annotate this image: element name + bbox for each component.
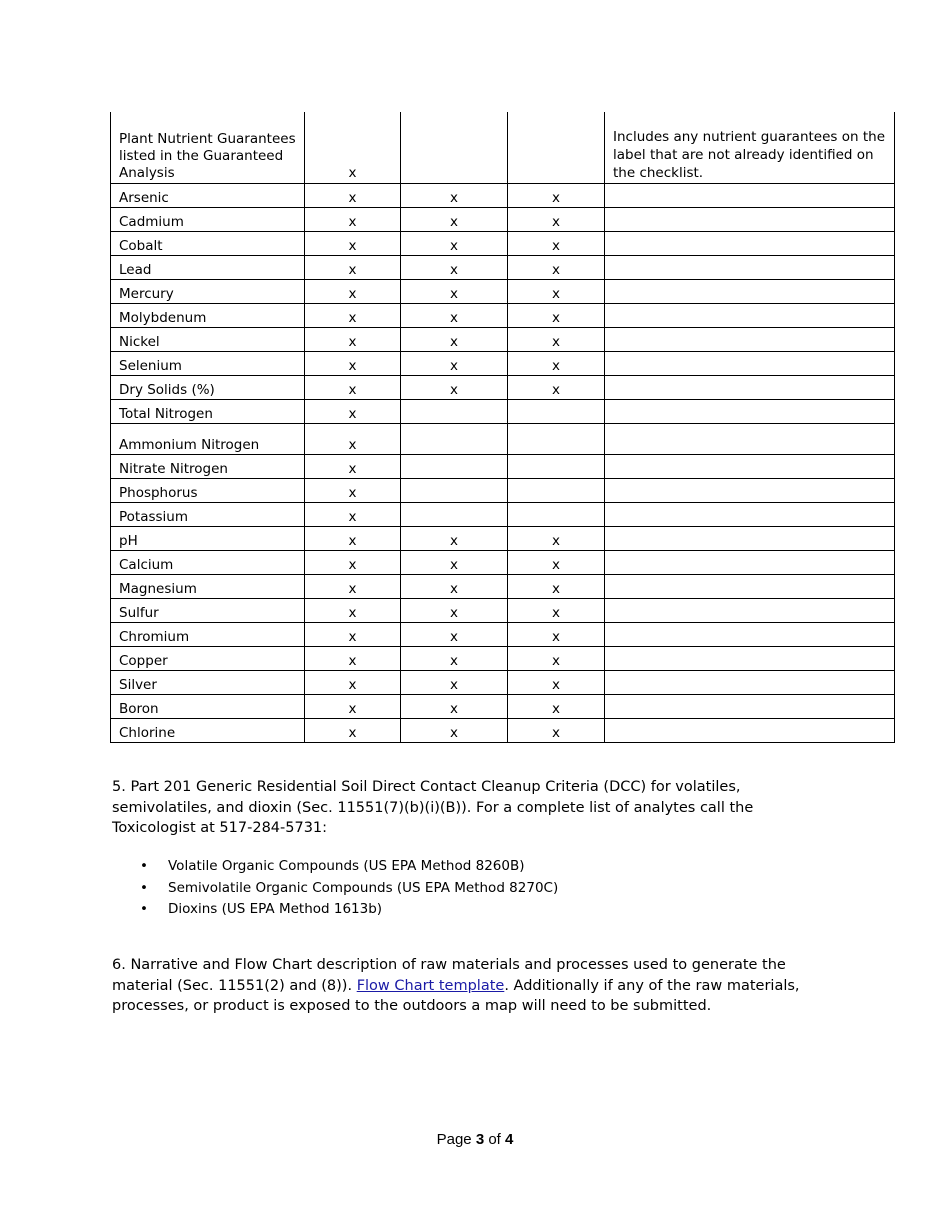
cell-col1: x — [305, 503, 401, 527]
section-5-paragraph: 5. Part 201 Generic Residential Soil Direct Contact Cleanup Criteria (DCC) for volatiles, semivolatiles, and dioxin (Sec. 11551(7)(b)(i)(B)). For a complete list of analytes call the Toxicologist at 517-284-5731: — [112, 779, 754, 836]
cell-col2: x — [401, 599, 508, 623]
cell-col3: x — [508, 623, 605, 647]
row-label: Potassium — [111, 503, 305, 527]
cell-col3 — [508, 424, 605, 455]
cell-col1: x — [305, 479, 401, 503]
cell-col3: x — [508, 328, 605, 352]
cell-col2: x — [401, 575, 508, 599]
footer-current-page: 3 — [475, 1131, 485, 1148]
table-row — [111, 352, 895, 376]
cell-col1: x — [305, 280, 401, 304]
row-note — [605, 527, 895, 551]
row-note: Includes any nutrient guarantees on the label that are not already identified on the checklist. — [605, 112, 895, 184]
table-row — [111, 527, 895, 551]
cell-col1: x — [305, 376, 401, 400]
cell-col2: x — [401, 719, 508, 743]
cell-col3: x — [508, 208, 605, 232]
cell-col1: x — [305, 304, 401, 328]
row-note — [605, 376, 895, 400]
list-item — [112, 899, 558, 921]
footer-total-pages: 4 — [505, 1131, 514, 1148]
row-label: Total Nitrogen — [111, 400, 305, 424]
table-row — [111, 376, 895, 400]
cell-col2: x — [401, 623, 508, 647]
row-label: Boron — [111, 695, 305, 719]
row-note — [605, 208, 895, 232]
bullet-icon: • — [140, 901, 148, 917]
analyte-table — [110, 112, 895, 743]
cell-col3: x — [508, 184, 605, 208]
cell-col1: x — [305, 527, 401, 551]
row-note — [605, 575, 895, 599]
cell-col3: x — [508, 551, 605, 575]
cell-col1: x — [305, 112, 401, 184]
table-row — [111, 328, 895, 352]
row-label: Sulfur — [111, 599, 305, 623]
list-item-text: Volatile Organic Compounds (US EPA Method 8260B) — [168, 858, 525, 874]
cell-col3: x — [508, 232, 605, 256]
cell-col1: x — [305, 719, 401, 743]
row-note — [605, 280, 895, 304]
row-note — [605, 719, 895, 743]
row-label: Plant Nutrient Guarantees listed in the Guaranteed Analysis — [111, 112, 305, 184]
table-row — [111, 503, 895, 527]
cell-col1: x — [305, 232, 401, 256]
row-note — [605, 328, 895, 352]
list-item-text: Semivolatile Organic Compounds (US EPA Method 8270C) — [168, 879, 559, 896]
cell-col2: x — [401, 304, 508, 328]
table-row — [111, 575, 895, 599]
cell-col2 — [401, 112, 508, 184]
row-label: pH — [111, 527, 305, 551]
row-note — [605, 304, 895, 328]
analyte-table-wrapper — [110, 112, 895, 743]
flow-chart-template-link[interactable]: Flow Chart template — [356, 977, 505, 994]
cell-col3: x — [508, 647, 605, 671]
cell-col3: x — [508, 256, 605, 280]
cell-col2: x — [401, 551, 508, 575]
cell-col3 — [508, 503, 605, 527]
row-note — [605, 695, 895, 719]
cell-col2 — [401, 400, 508, 424]
cell-col2: x — [401, 376, 508, 400]
row-label: Lead — [111, 256, 305, 280]
cell-col1: x — [305, 575, 401, 599]
row-label: Chlorine — [111, 719, 305, 743]
row-note — [605, 352, 895, 376]
row-label: Ammonium Nitrogen — [111, 424, 305, 455]
cell-col3: x — [508, 719, 605, 743]
row-label: Cobalt — [111, 232, 305, 256]
page-footer — [0, 1131, 950, 1148]
cell-col1: x — [305, 424, 401, 455]
cell-col1: x — [305, 455, 401, 479]
row-label: Magnesium — [111, 575, 305, 599]
cell-col3 — [508, 455, 605, 479]
row-note — [605, 455, 895, 479]
row-label: Nickel — [111, 328, 305, 352]
table-row — [111, 671, 895, 695]
table-row-plant-nutrient — [111, 112, 895, 184]
cell-col3: x — [508, 575, 605, 599]
table-row — [111, 256, 895, 280]
cell-col2 — [401, 503, 508, 527]
cell-col1: x — [305, 400, 401, 424]
row-label: Mercury — [111, 280, 305, 304]
table-row — [111, 304, 895, 328]
row-label: Cadmium — [111, 208, 305, 232]
list-item — [112, 878, 558, 900]
row-note — [605, 623, 895, 647]
row-label: Calcium — [111, 551, 305, 575]
cell-col3: x — [508, 376, 605, 400]
table-row — [111, 551, 895, 575]
cell-col2: x — [401, 671, 508, 695]
cell-col2: x — [401, 328, 508, 352]
section-6-text-start: 6. Narrative and Flow Chart description of raw materials and processes used to generate the material (Sec. 11551(2) and (8)). — [112, 957, 786, 994]
row-note — [605, 599, 895, 623]
cell-col1: x — [305, 256, 401, 280]
cell-col3: x — [508, 599, 605, 623]
row-label: Selenium — [111, 352, 305, 376]
table-row — [111, 208, 895, 232]
table-row — [111, 455, 895, 479]
cell-col1: x — [305, 599, 401, 623]
cell-col2 — [401, 424, 508, 455]
list-item-text: Dioxins (US EPA Method 1613b) — [168, 901, 383, 917]
cell-col1: x — [305, 647, 401, 671]
cell-col1: x — [305, 184, 401, 208]
row-label: Silver — [111, 671, 305, 695]
cell-col2: x — [401, 184, 508, 208]
cell-col3: x — [508, 280, 605, 304]
cell-col3: x — [508, 304, 605, 328]
cell-col2: x — [401, 208, 508, 232]
table-row — [111, 623, 895, 647]
cell-col2: x — [401, 256, 508, 280]
table-row — [111, 479, 895, 503]
table-row — [111, 232, 895, 256]
row-label: Molybdenum — [111, 304, 305, 328]
cell-col1: x — [305, 671, 401, 695]
row-label: Phosphorus — [111, 479, 305, 503]
row-note — [605, 647, 895, 671]
table-row — [111, 424, 895, 455]
cell-col2: x — [401, 647, 508, 671]
cell-col2 — [401, 455, 508, 479]
cell-col3 — [508, 400, 605, 424]
cell-col3: x — [508, 527, 605, 551]
row-note — [605, 232, 895, 256]
cell-col3: x — [508, 352, 605, 376]
cell-col3 — [508, 479, 605, 503]
row-label: Arsenic — [111, 184, 305, 208]
table-row — [111, 719, 895, 743]
cell-col1: x — [305, 208, 401, 232]
cell-col2: x — [401, 695, 508, 719]
cell-col1: x — [305, 328, 401, 352]
cell-col1: x — [305, 695, 401, 719]
cell-col2: x — [401, 232, 508, 256]
row-note — [605, 479, 895, 503]
section-6-text-end: . Additionally if any of the raw materials, processes, or product is exposed to the outdoors a map will need to be submitted. — [112, 977, 800, 1014]
cell-col2 — [401, 479, 508, 503]
row-label: Chromium — [111, 623, 305, 647]
cell-col3 — [508, 112, 605, 184]
row-note — [605, 551, 895, 575]
table-row — [111, 599, 895, 623]
row-label: Dry Solids (%) — [111, 376, 305, 400]
cell-col3: x — [508, 695, 605, 719]
row-label: Copper — [111, 647, 305, 671]
list-item — [112, 856, 558, 878]
row-note — [605, 184, 895, 208]
analysis-method-list — [112, 856, 558, 921]
table-row — [111, 184, 895, 208]
footer-of-word: of — [488, 1131, 501, 1148]
bullet-icon: • — [140, 879, 148, 896]
row-note — [605, 503, 895, 527]
section-6-paragraph — [112, 955, 832, 1017]
table-row — [111, 280, 895, 304]
row-label: Nitrate Nitrogen — [111, 455, 305, 479]
table-row — [111, 400, 895, 424]
footer-page-word: Page — [436, 1131, 472, 1148]
row-note — [605, 671, 895, 695]
row-note — [605, 256, 895, 280]
cell-col2: x — [401, 280, 508, 304]
row-note — [605, 400, 895, 424]
cell-col1: x — [305, 623, 401, 647]
cell-col1: x — [305, 551, 401, 575]
cell-col2: x — [401, 527, 508, 551]
table-row — [111, 695, 895, 719]
table-row — [111, 647, 895, 671]
bullet-icon: • — [140, 858, 148, 874]
cell-col2: x — [401, 352, 508, 376]
row-note — [605, 424, 895, 455]
cell-col1: x — [305, 352, 401, 376]
cell-col3: x — [508, 671, 605, 695]
